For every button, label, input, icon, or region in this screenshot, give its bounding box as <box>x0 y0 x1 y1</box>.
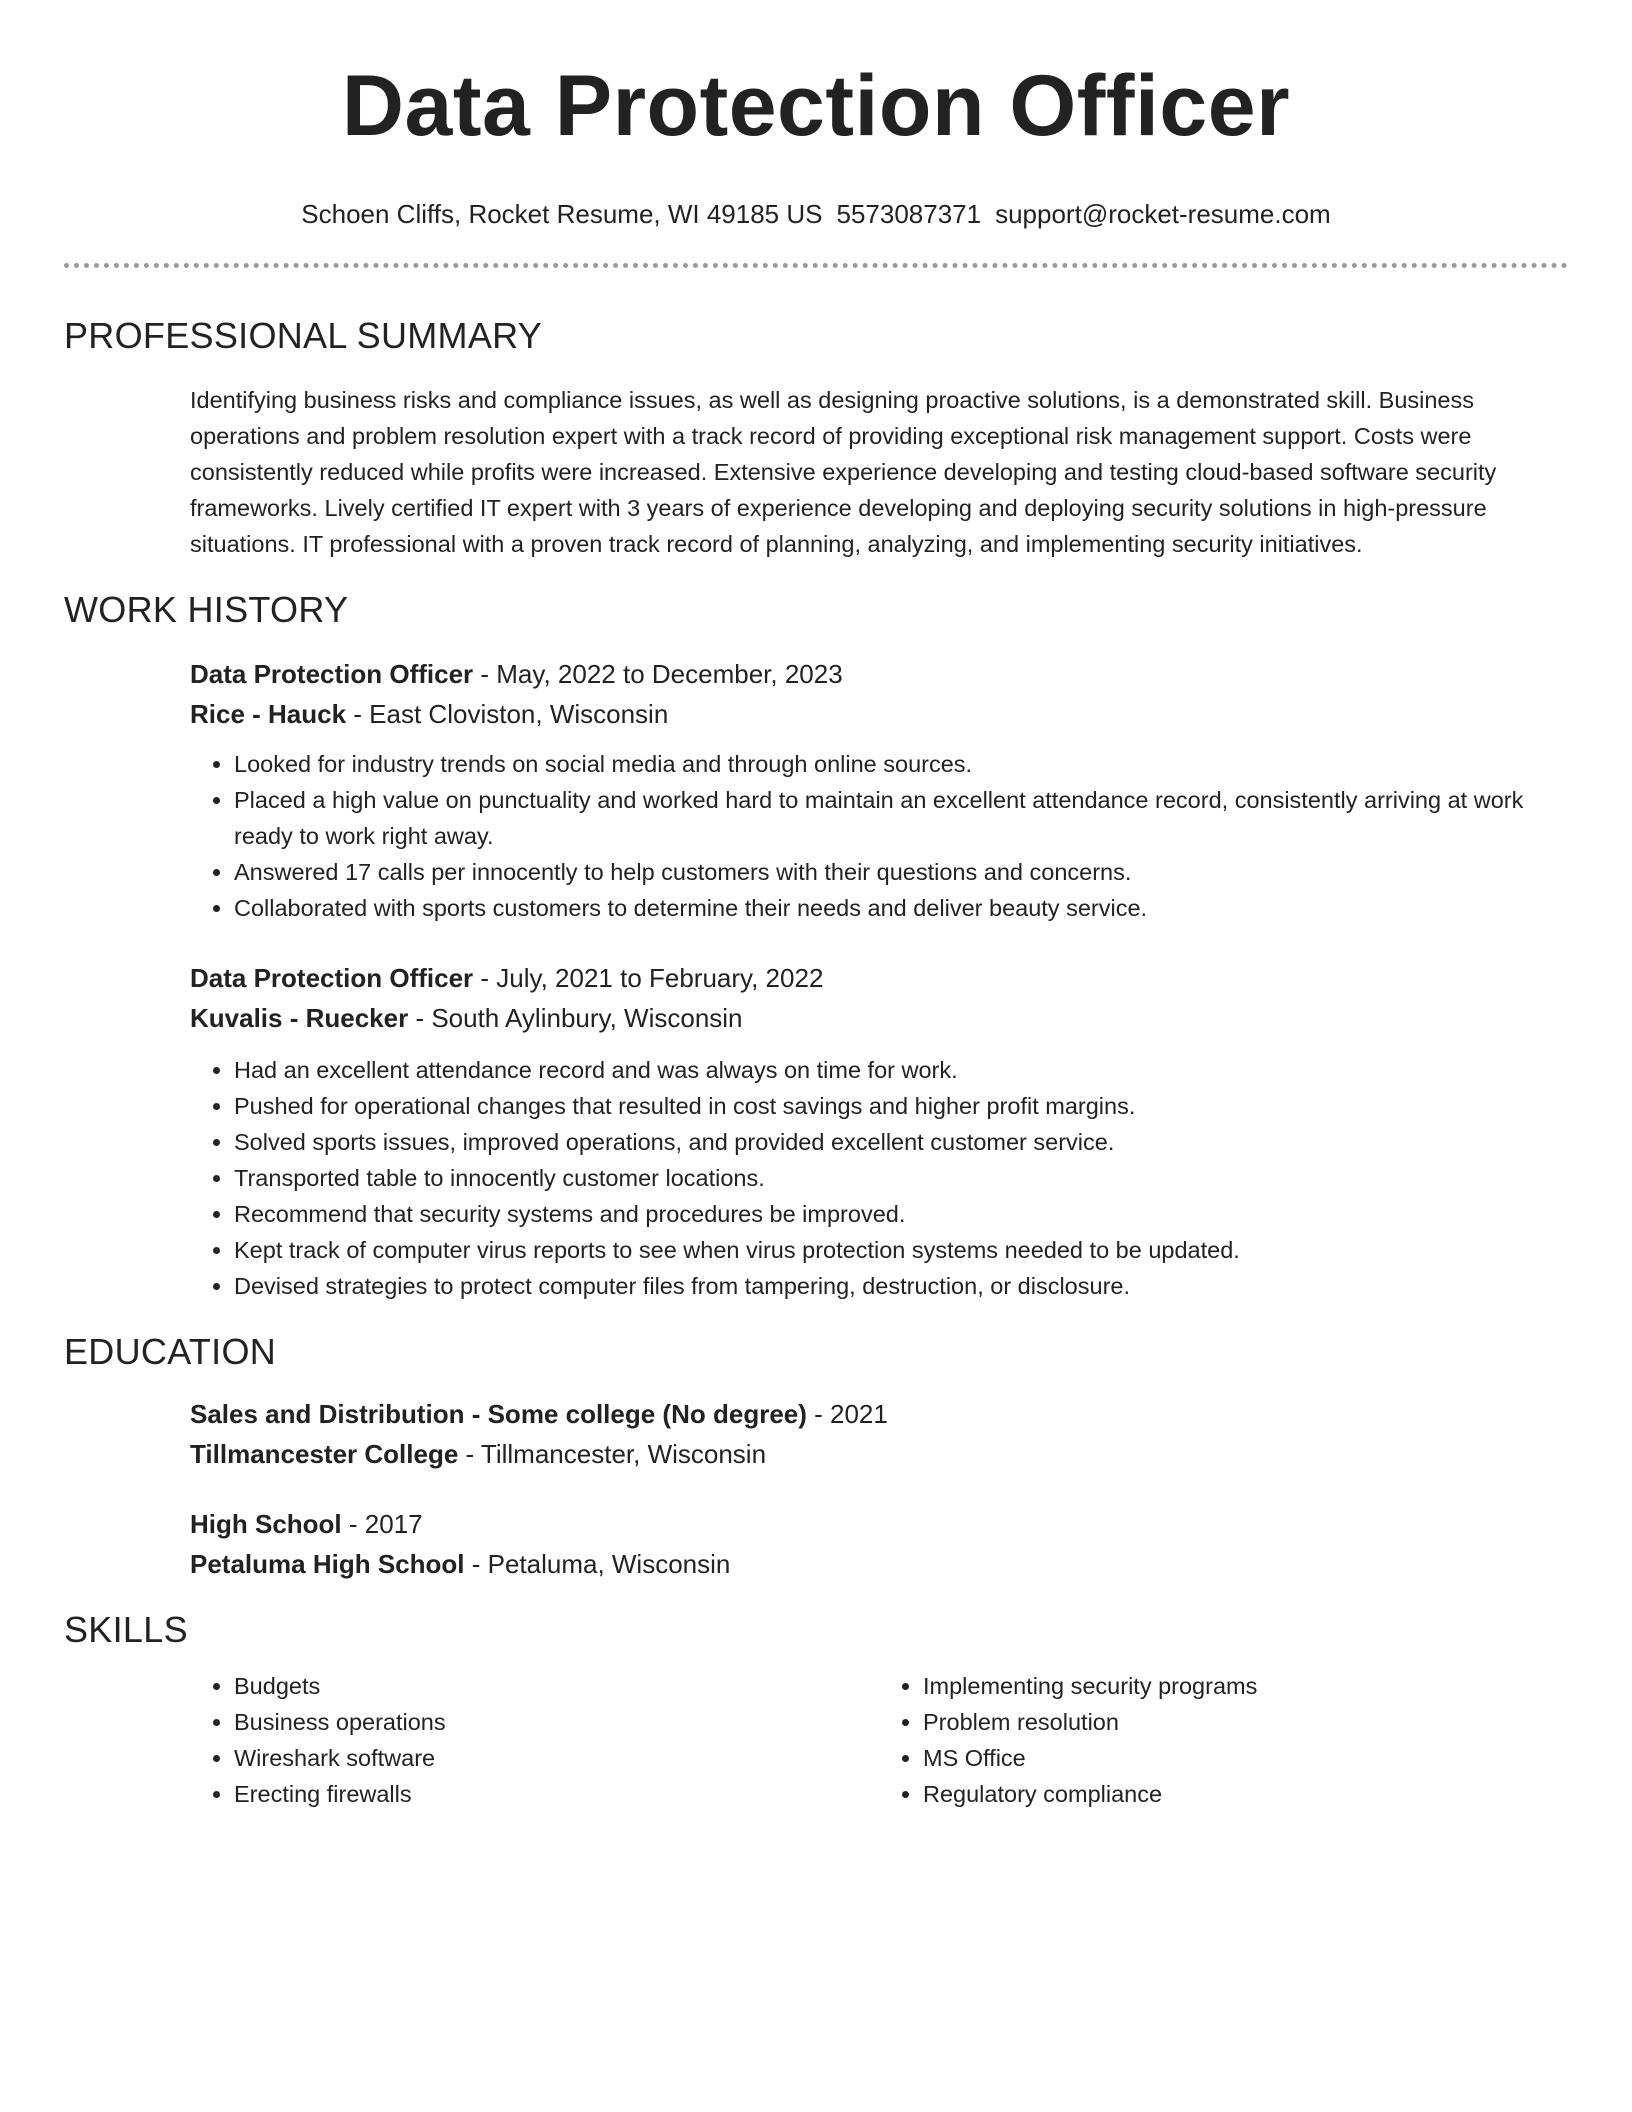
job-title-line <box>190 958 1568 998</box>
job-dates: - July, 2021 to February, 2022 <box>473 963 824 993</box>
contact-phone: 5573087371 <box>836 199 982 229</box>
resume-page <box>64 0 1568 1812</box>
header-divider <box>64 263 1568 268</box>
education-school: Petaluma High School <box>190 1549 465 1579</box>
skills-column-left <box>190 1668 879 1812</box>
education-location: - Petaluma, Wisconsin <box>464 1549 731 1579</box>
skill-item: • Wireshark software <box>234 1740 879 1776</box>
skill-item: • Implementing security programs <box>923 1668 1568 1704</box>
skills-section <box>190 1668 1568 1812</box>
skill-item: • Problem resolution <box>923 1704 1568 1740</box>
skill-item: • Regulatory compliance <box>923 1776 1568 1812</box>
summary-text: Identifying business risks and compliance issues, as well as designing proactive solutions, is a demonstrated skill. Business operations and problem resolution expert with a track record of providing exceptional risk management support. Costs were consistently reduced while profits were increased. Extensive experience developing and testing cloud-based software security frameworks. Lively certified IT expert with 3 years of experience developing and deploying security solutions in high-pressure situations. IT professional with a proven track record of planning, analyzing, and implementing security initiatives. <box>190 387 1497 557</box>
job-role: Data Protection Officer <box>190 659 474 689</box>
education-location: - Tillmancester, Wisconsin <box>458 1439 767 1469</box>
education-entry <box>190 1504 1568 1584</box>
skills-heading: SKILLS <box>64 1609 188 1650</box>
education-school-line <box>190 1544 1568 1584</box>
education-year: - 2021 <box>806 1399 888 1429</box>
job-company-line <box>190 998 1568 1038</box>
education-year: - 2017 <box>341 1509 423 1539</box>
summary-heading: PROFESSIONAL SUMMARY <box>64 315 543 356</box>
job-bullet: • Devised strategies to protect computer files from tampering, destruction, or disclosure. <box>234 1268 1568 1304</box>
skill-item: • Erecting firewalls <box>234 1776 879 1812</box>
job-bullets <box>190 746 1568 926</box>
skills-column-right <box>879 1668 1568 1812</box>
skills-grid <box>190 1668 1568 1812</box>
job-company: Rice - Hauck <box>190 699 347 729</box>
education-degree-line <box>190 1394 1568 1434</box>
job-company-line <box>190 694 1568 734</box>
resume-name: Data Protection Officer <box>341 58 1291 154</box>
job-entry <box>190 958 1568 1304</box>
education-section <box>190 1394 1568 1584</box>
job-role: Data Protection Officer <box>190 963 474 993</box>
job-bullet: • Pushed for operational changes that resulted in cost savings and higher profit margins. <box>234 1088 1568 1124</box>
education-degree: Sales and Distribution - Some college (No degree) <box>190 1399 807 1429</box>
job-dates: - May, 2022 to December, 2023 <box>473 659 843 689</box>
job-bullet: • Looked for industry trends on social media and through online sources. <box>234 746 1568 782</box>
job-location: - East Cloviston, Wisconsin <box>346 699 669 729</box>
contact-address: Schoen Cliffs, Rocket Resume, WI 49185 US <box>301 199 823 229</box>
skill-item: • MS Office <box>923 1740 1568 1776</box>
contact-email: support@rocket-resume.com <box>995 199 1331 229</box>
job-bullet: • Transported table to innocently customer locations. <box>234 1160 1568 1196</box>
education-degree: High School <box>190 1509 342 1539</box>
education-school-line <box>190 1434 1568 1474</box>
work-history-heading: WORK HISTORY <box>64 589 349 630</box>
education-entry <box>190 1394 1568 1474</box>
work-history-section <box>190 654 1568 1304</box>
job-bullet: • Answered 17 calls per innocently to help customers with their questions and concerns. <box>234 854 1568 890</box>
education-heading: EDUCATION <box>64 1331 277 1372</box>
skill-item: • Budgets <box>234 1668 879 1704</box>
job-company: Kuvalis - Ruecker <box>190 1003 409 1033</box>
education-school: Tillmancester College <box>190 1439 459 1469</box>
job-title-line <box>190 654 1568 694</box>
job-bullet: • Had an excellent attendance record and was always on time for work. <box>234 1052 1568 1088</box>
job-bullet: • Collaborated with sports customers to determine their needs and deliver beauty service. <box>234 890 1568 926</box>
education-degree-line <box>190 1504 1568 1544</box>
job-bullet: • Kept track of computer virus reports to see when virus protection systems needed to be updated. <box>234 1232 1568 1268</box>
job-bullet: • Placed a high value on punctuality and worked hard to maintain an excellent attendance record, consistently arriving at work ready to work right away. <box>234 782 1568 854</box>
summary-section <box>190 382 1568 562</box>
job-location: - South Aylinbury, Wisconsin <box>408 1003 743 1033</box>
job-entry <box>190 654 1568 926</box>
job-bullet: • Recommend that security systems and procedures be improved. <box>234 1196 1568 1232</box>
job-bullet: • Solved sports issues, improved operations, and provided excellent customer service. <box>234 1124 1568 1160</box>
skill-item: • Business operations <box>234 1704 879 1740</box>
contact-line <box>64 198 1568 230</box>
job-bullets <box>190 1052 1568 1304</box>
